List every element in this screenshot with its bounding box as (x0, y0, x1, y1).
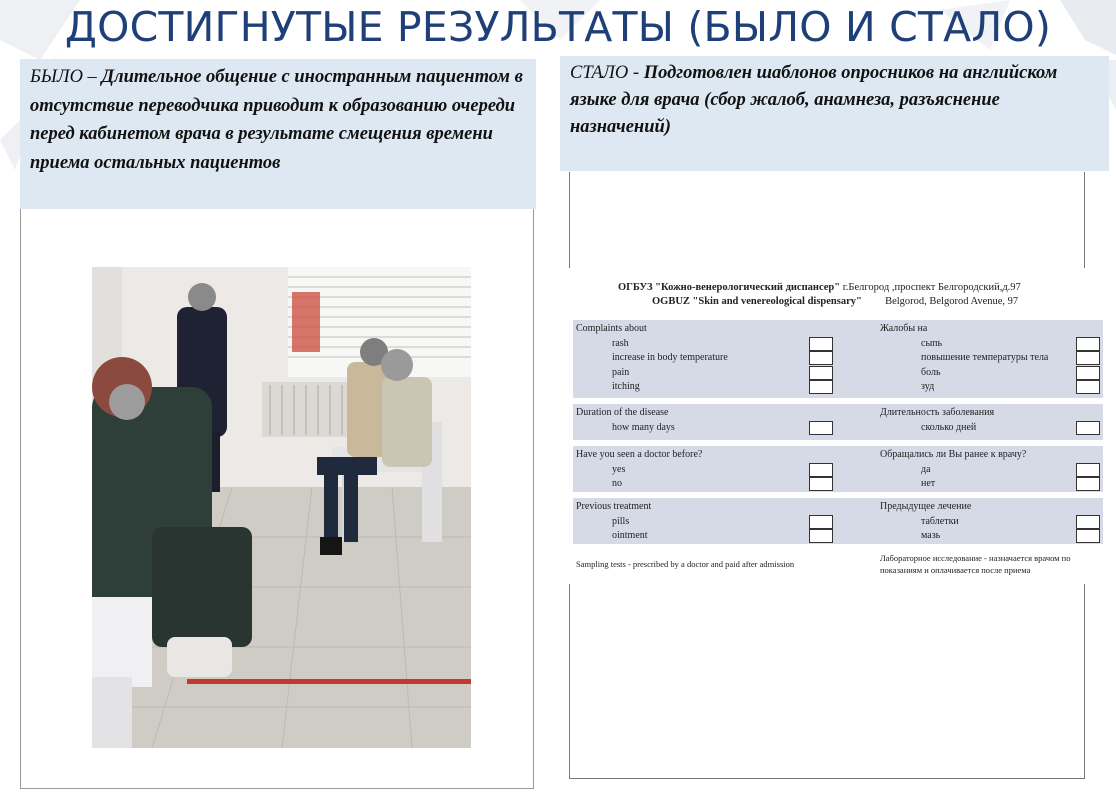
after-text: Подготовлен шаблонов опросников на английском языке для врача (сбор жалоб, анамнеза, разъяснение назначений) (570, 63, 1058, 137)
before-text: Длительное общение с иностранным пациентом в отсутствие переводчика приводит к образованию очереди перед кабинетом врача в результате смещения времени приема остальных пациентов (30, 67, 523, 173)
form-checkbox-en[interactable] (809, 380, 833, 394)
before-caption (20, 59, 536, 209)
doc-header-en (652, 296, 1018, 307)
form-checkbox-ru[interactable] (1076, 529, 1100, 543)
form-option-ru: мазь (921, 530, 941, 542)
slide-title: ДОСТИГНУТЫЕ РЕЗУЛЬТАТЫ (БЫЛО И СТАЛО) (64, 3, 1052, 51)
form-option-en: no (612, 478, 622, 490)
form-checkbox-en[interactable] (809, 529, 833, 543)
form-option-ru: да (921, 463, 931, 475)
form-checkbox-en[interactable] (809, 337, 833, 351)
form-option-ru: повышение температуры тела (921, 352, 1049, 364)
form-option-en: pills (612, 515, 630, 527)
form-checkbox-ru[interactable] (1076, 337, 1100, 351)
form-option-ru: зуд (921, 381, 935, 393)
doc-header-ru-org: ОГБУЗ "Кожно-венерологический диспансер" (618, 282, 841, 293)
form-checkbox-ru[interactable] (1076, 366, 1100, 380)
form-section-title-en: Previous treatment (576, 501, 652, 512)
note-en: Sampling tests - prescribed by a doctor and paid after admission (576, 559, 795, 569)
form-checkbox-ru[interactable] (1076, 477, 1100, 491)
form-option-en: pain (612, 366, 630, 378)
form-option-en: yes (612, 463, 626, 475)
doc-header-ru (618, 282, 1021, 293)
doc-header-ru-addr: г.Белгород ,проспект Белгородский,д.97 (842, 282, 1021, 293)
form-option-ru: сыпь (921, 337, 943, 349)
form-section-band (573, 498, 1103, 544)
doc-header-en-org: OGBUZ "Skin and venereological dispensary" (652, 296, 862, 307)
form-section-title-ru: Жалобы на (880, 323, 928, 334)
note-ru-line-2: показаниям и оплачивается после приема (880, 564, 1031, 575)
form-option-en: itching (612, 381, 640, 393)
form-checkbox-ru[interactable] (1076, 380, 1100, 394)
doc-header-en-addr: Belgorod, Belgorod Avenue, 97 (885, 296, 1019, 307)
form-checkbox-en[interactable] (809, 421, 833, 435)
form-checkbox-ru[interactable] (1076, 463, 1100, 477)
form-checkbox-en[interactable] (809, 463, 833, 477)
form-section-title-en: Complaints about (576, 323, 647, 334)
before-lead: БЫЛО – (30, 67, 102, 87)
form-option-ru: таблетки (921, 515, 959, 527)
form-checkbox-ru[interactable] (1076, 421, 1100, 435)
form-section-title-ru: Предыдущее лечение (880, 501, 972, 512)
form-checkbox-ru[interactable] (1076, 351, 1100, 365)
after-caption (560, 56, 1109, 171)
form-checkbox-en[interactable] (809, 366, 833, 380)
form-section-title-ru: Обращались ли Вы ранее к врачу? (880, 449, 1027, 460)
form-checkbox-en[interactable] (809, 477, 833, 491)
form-option-ru: боль (921, 366, 941, 378)
waiting-room-photo (92, 267, 471, 748)
form-option-en: increase in body temperature (612, 352, 728, 364)
form-option-en: rash (612, 337, 629, 349)
form-option-en: ointment (612, 530, 648, 542)
form-option-ru: сколько дней (921, 421, 977, 433)
form-option-en: how many days (612, 421, 675, 433)
form-option-ru: нет (921, 478, 936, 490)
after-lead: СТАЛО - (570, 63, 644, 83)
form-checkbox-ru[interactable] (1076, 515, 1100, 529)
form-section-title-en: Duration of the disease (576, 407, 669, 418)
form-checkbox-en[interactable] (809, 515, 833, 529)
form-checkbox-en[interactable] (809, 351, 833, 365)
form-section-title-ru: Длительность заболевания (880, 407, 995, 418)
note-ru (880, 553, 1070, 576)
note-ru-line-1: Лабораторное исследование - назначается врачом по (880, 553, 1071, 563)
form-section-title-en: Have you seen a doctor before? (576, 449, 703, 460)
